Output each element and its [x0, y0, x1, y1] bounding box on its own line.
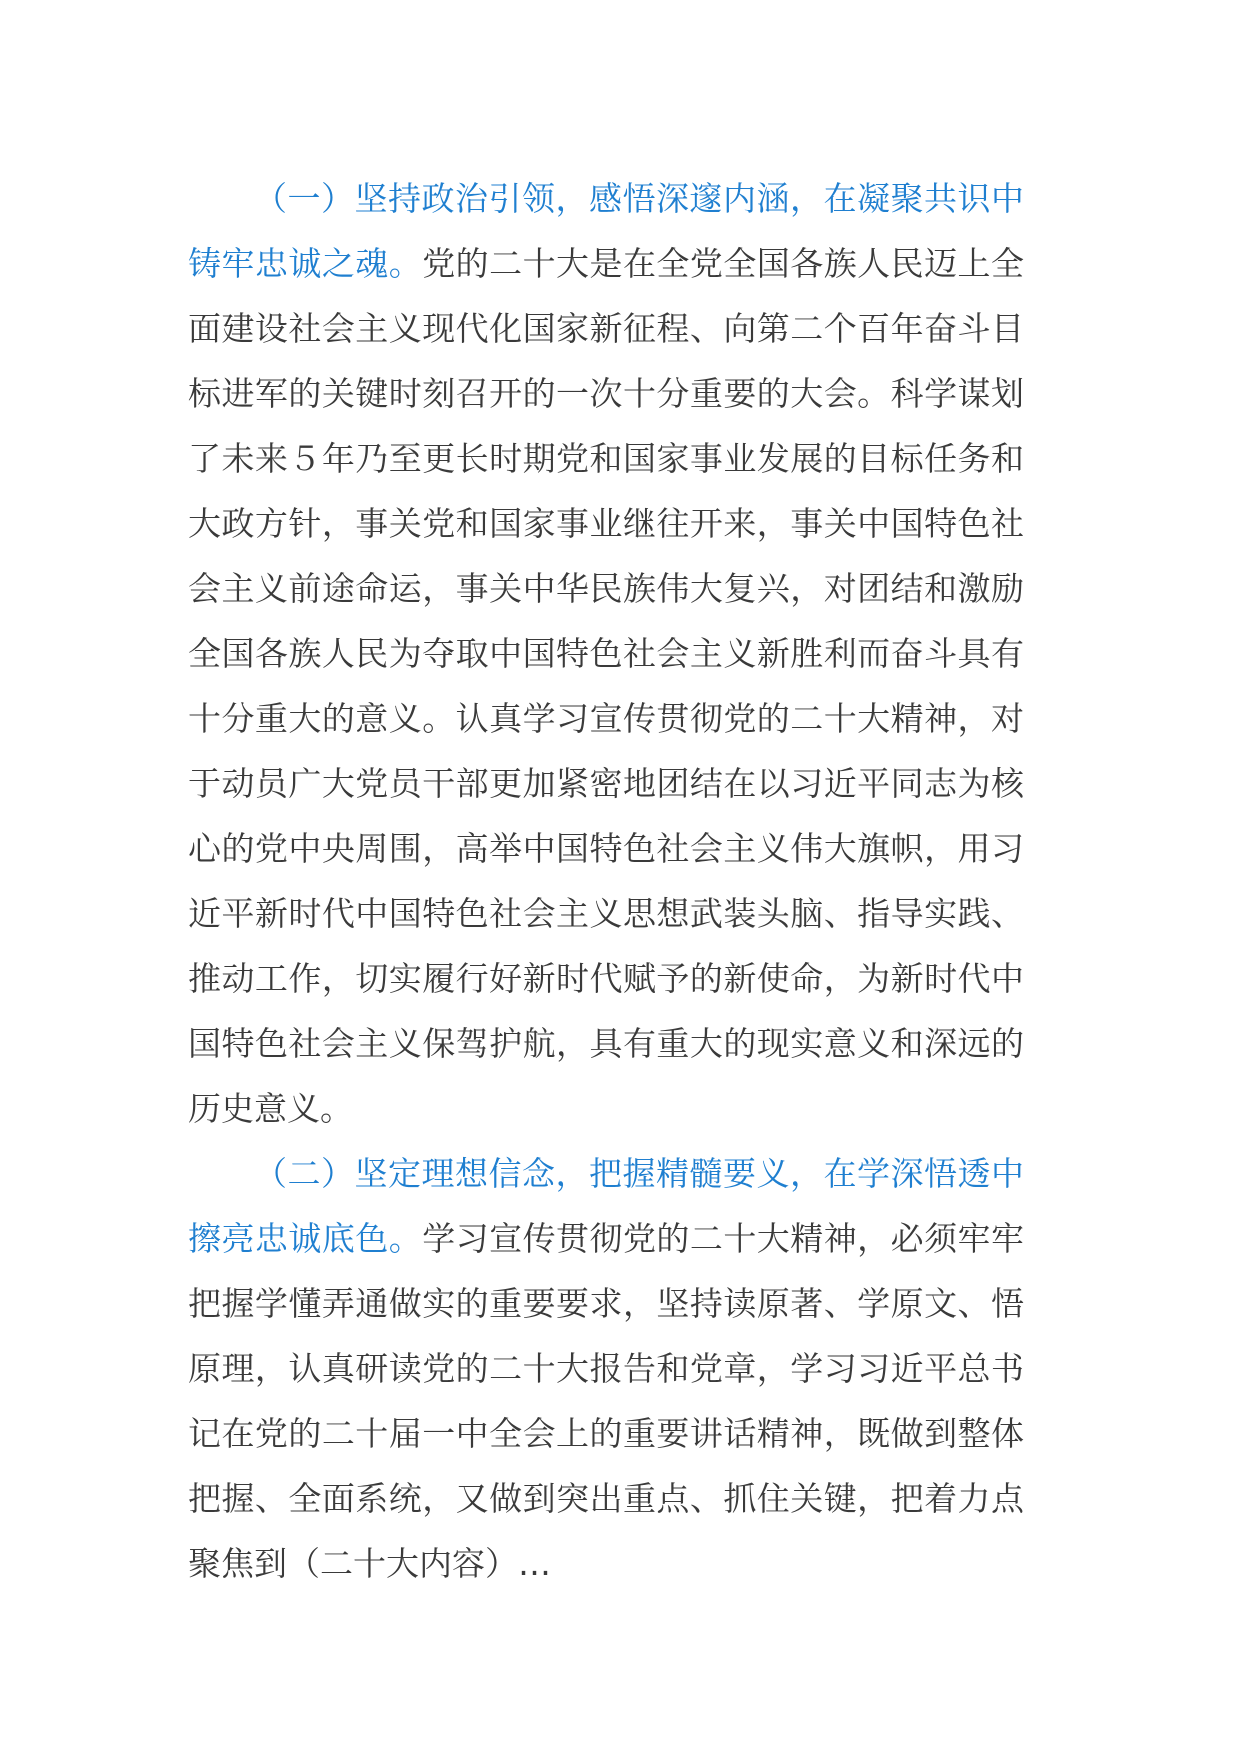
paragraph-2-body: 学习宣传贯彻党的二十大精神，必须牢牢把握学懂弄通做实的重要要求，坚持读原著、学原文、悟原理，认真研读党的二十大报告和党章，学习习近平总书记在党的二十届一中全会上的重要讲话精神，既做到整体把握、全面系统，又做到突出重点、抓住关键，把着力点聚焦到（二十大内容）…	[188, 1219, 1025, 1583]
paragraph-2-heading: （二）坚定理想信念，把握精髓要义，在学深悟透中擦亮忠诚底色。	[188, 1154, 1024, 1258]
paragraph-1	[188, 166, 1024, 1141]
paragraph-1-heading: （一）坚持政治引领，感悟深邃内涵，在凝聚共识中铸牢忠诚之魂。	[188, 179, 1024, 283]
paragraph-2	[188, 1141, 1024, 1596]
document-body	[188, 166, 1024, 1596]
paragraph-1-body: 党的二十大是在全党全国各族人民迈上全面建设社会主义现代化国家新征程、向第二个百年奋斗目标进军的关键时刻召开的一次十分重要的大会。科学谋划了未来５年乃至更长时期党和国家事业发展的目标任务和大政方针，事关党和国家事业继往开来，事关中国特色社会主义前途命运，事关中华民族伟大复兴，对团结和激励全国各族人民为夺取中国特色社会主义新胜利而奋斗具有十分重大的意义。认真学习宣传贯彻党的二十大精神，对于动员广大党员干部更加紧密地团结在以习近平同志为核心的党中央周围，高举中国特色社会主义伟大旗帜，用习近平新时代中国特色社会主义思想武装头脑、指导实践、推动工作，切实履行好新时代赋予的新使命，为新时代中国特色社会主义保驾护航，具有重大的现实意义和深远的历史意义。	[188, 244, 1025, 1128]
